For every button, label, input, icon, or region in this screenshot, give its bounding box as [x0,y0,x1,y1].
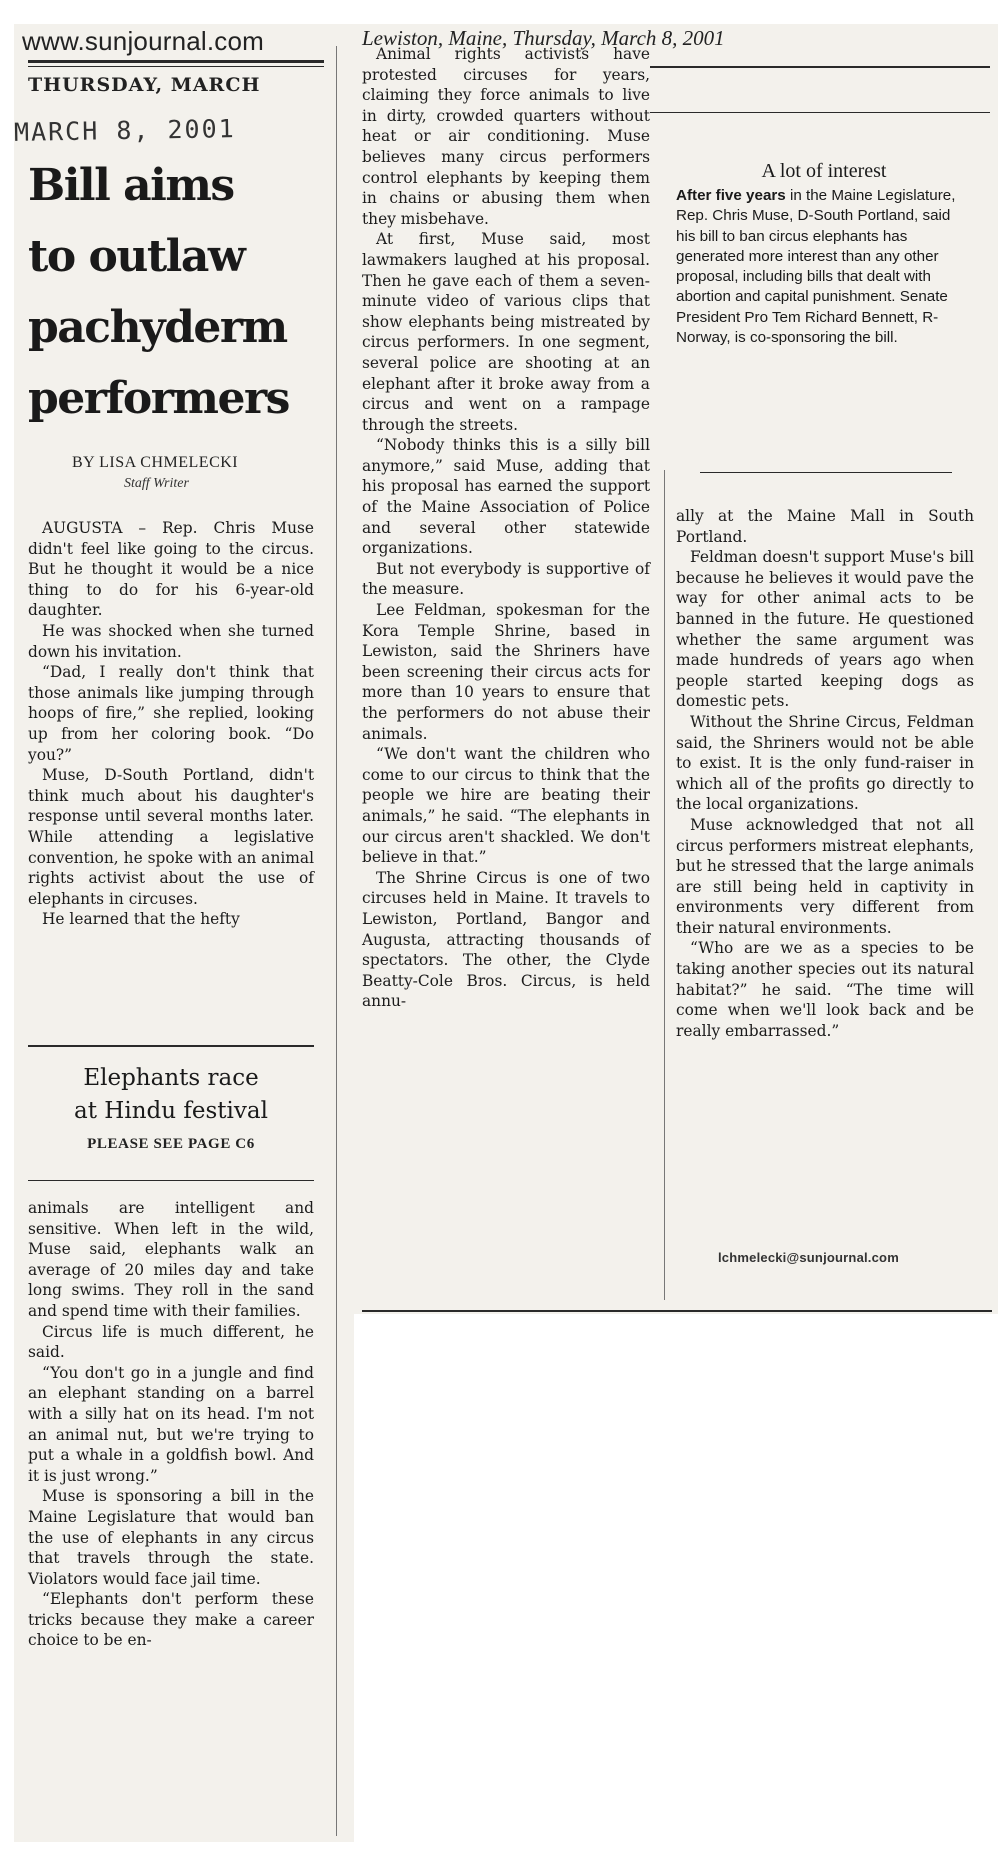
headline-line: pachyderm [28,302,287,353]
dateline: Lewiston, Maine, Thursday, March 8, 2001 [362,26,725,50]
author-email: lchmelecki@sunjournal.com [718,1250,899,1265]
paragraph: animals are intelligent and sensitive. When left in the wild, Muse said, elephants walk an average of 20 miles day and take long swims. They roll in the sand and spend time with their families. [28,1199,314,1320]
paragraph: “Elephants don't perform these tricks because they make a career choice to be en- [28,1590,314,1650]
paragraph: “Who are we as a species to be taking another species out its natural habitat?” he said. “The time will come when we'll look back and be really embarrassed.” [676,939,974,1040]
paragraph: Feldman doesn't support Muse's bill because he believes it would pave the way for other animal acts to be banned in the future. He questioned whether the same argument was made hundreds of years ago when people started keeping dogs as domestic pets. [676,548,974,711]
article-end-rule [362,1310,992,1312]
headline-line: to outlaw [28,231,245,282]
article-column-2 [362,44,650,1012]
sidebar-bottom-rule [700,472,952,473]
header-rule-right-thin [650,112,990,113]
website-url: www.sunjournal.com [22,26,265,56]
sidebar-text: in the Maine Legislature, Rep. Chris Muse, D-South Portland, said his bill to ban circus elephants has generated more interest than any other proposal, including bills that dealt with abortion and capital punishment. Senate President Pro Tem Richard Bennett, R-Norway, is co-sponsoring the bill. [676,187,956,347]
paragraph: “Nobody thinks this is a silly bill anymore,” said Muse, adding that his proposal has earned the support of the Maine Association of Police and several other statewide organizations. [362,436,650,558]
paragraph: “We don't want the children who come to our circus to think that the people we hire are beating their animals,” he said. “The elephants in our circus aren't shackled. We don't believe in that.” [362,745,650,867]
paragraph: Muse is sponsoring a bill in the Maine Legislature that would ban the use of elephants in any circus that travels through the state. Violators would face jail time. [28,1487,314,1588]
article-column-1-top [28,518,314,930]
paragraph: Lee Feldman, spokesman for the Kora Temple Shrine, based in Lewiston, said the Shriners have been screening their circus acts for more than 10 years to ensure that the performers do not abuse their animals. [362,601,650,743]
paragraph: The Shrine Circus is one of two circuses held in Maine. It travels to Lewiston, Portland, Bangor and Augusta, attracting thousands of spectators. The other, the Clyde Beatty-Cole Bros. Circus, is held annu- [362,868,650,1011]
headline-line: Bill aims [28,160,234,211]
teaser-top-rule [28,1045,314,1047]
section-date-label: THURSDAY, MARCH [28,74,261,96]
sidebar-title: A lot of interest [761,160,887,182]
teaser-title-line: at Hindu festival [74,1098,268,1124]
teaser-title-line: Elephants race [83,1065,259,1091]
sidebar-lead: After five years [676,187,786,204]
teaser-title [28,1062,314,1128]
paragraph: Circus life is much different, he said. [28,1322,314,1362]
header-rule-left [28,60,324,63]
handwritten-date: MARCH 8, 2001 [13,114,236,147]
paragraph: “You don't go in a jungle and find an elephant standing on a barrel with a silly hat on its head. I'm not an animal nut, but we're trying to put a whale in a goldfish bowl. And it is just wrong.” [28,1363,314,1485]
paragraph: “Dad, I really don't think that those animals like jumping through hoops of fire,” she replied, looking up from her coloring book. “Do you?” [28,663,314,764]
paragraph: ally at the Maine Mall in South Portland. [676,507,974,546]
article-column-1-bottom [28,1198,314,1651]
paragraph: Muse acknowledged that not all circus performers mistreat elephants, but he stressed that the large animals are still being held in captivity in environments very different from their natural environments. [676,815,974,937]
headline [28,150,348,434]
headline-line: performers [28,373,289,424]
paragraph: Muse, D-South Portland, didn't think much about his daughter's response until several months later. While attending a legislative convention, he spoke with an animal rights activist about the use of elephants in circuses. [28,766,314,908]
paragraph: AUGUSTA – Rep. Chris Muse didn't feel like going to the circus. But he thought it would be a nice thing to do for his 6-year-old daughter. [28,519,314,620]
header-rule-left-thin [28,66,324,67]
teaser-see-page: PLEASE SEE PAGE C6 [87,1136,255,1152]
byline-role: Staff Writer [124,476,189,491]
byline: BY LISA CHMELECKI [72,454,239,471]
paragraph: He learned that the hefty [42,910,240,929]
paragraph: He was shocked when she turned down his invitation. [28,621,314,661]
sidebar-body [676,186,972,348]
column-divider-2 [664,470,665,1300]
paragraph: Without the Shrine Circus, Feldman said, the Shriners would not be able to exist. It is the only fund-raiser in which all of the profits go directly to the local organizations. [676,712,974,814]
paragraph: Animal rights activists have protested circuses for years, claiming they force animals to live in dirty, crowded quarters without heat or air conditioning. Muse believes many circus performers control elephants by keeping them in chains or abusing them when they misbehave. [362,45,650,228]
paragraph: At first, Muse said, most lawmakers laughed at his proposal. Then he gave each of them a seven-minute video of various clips that show elephants being mistreated by circus performers. In one segment, several police are shooting at an elephant after it broke away from a circus and went on a rampage through the streets. [362,230,650,434]
article-column-3 [676,506,974,1041]
paragraph: But not everybody is supportive of the measure. [362,559,650,599]
teaser-bottom-rule [28,1180,314,1181]
header-rule-right [650,66,990,68]
